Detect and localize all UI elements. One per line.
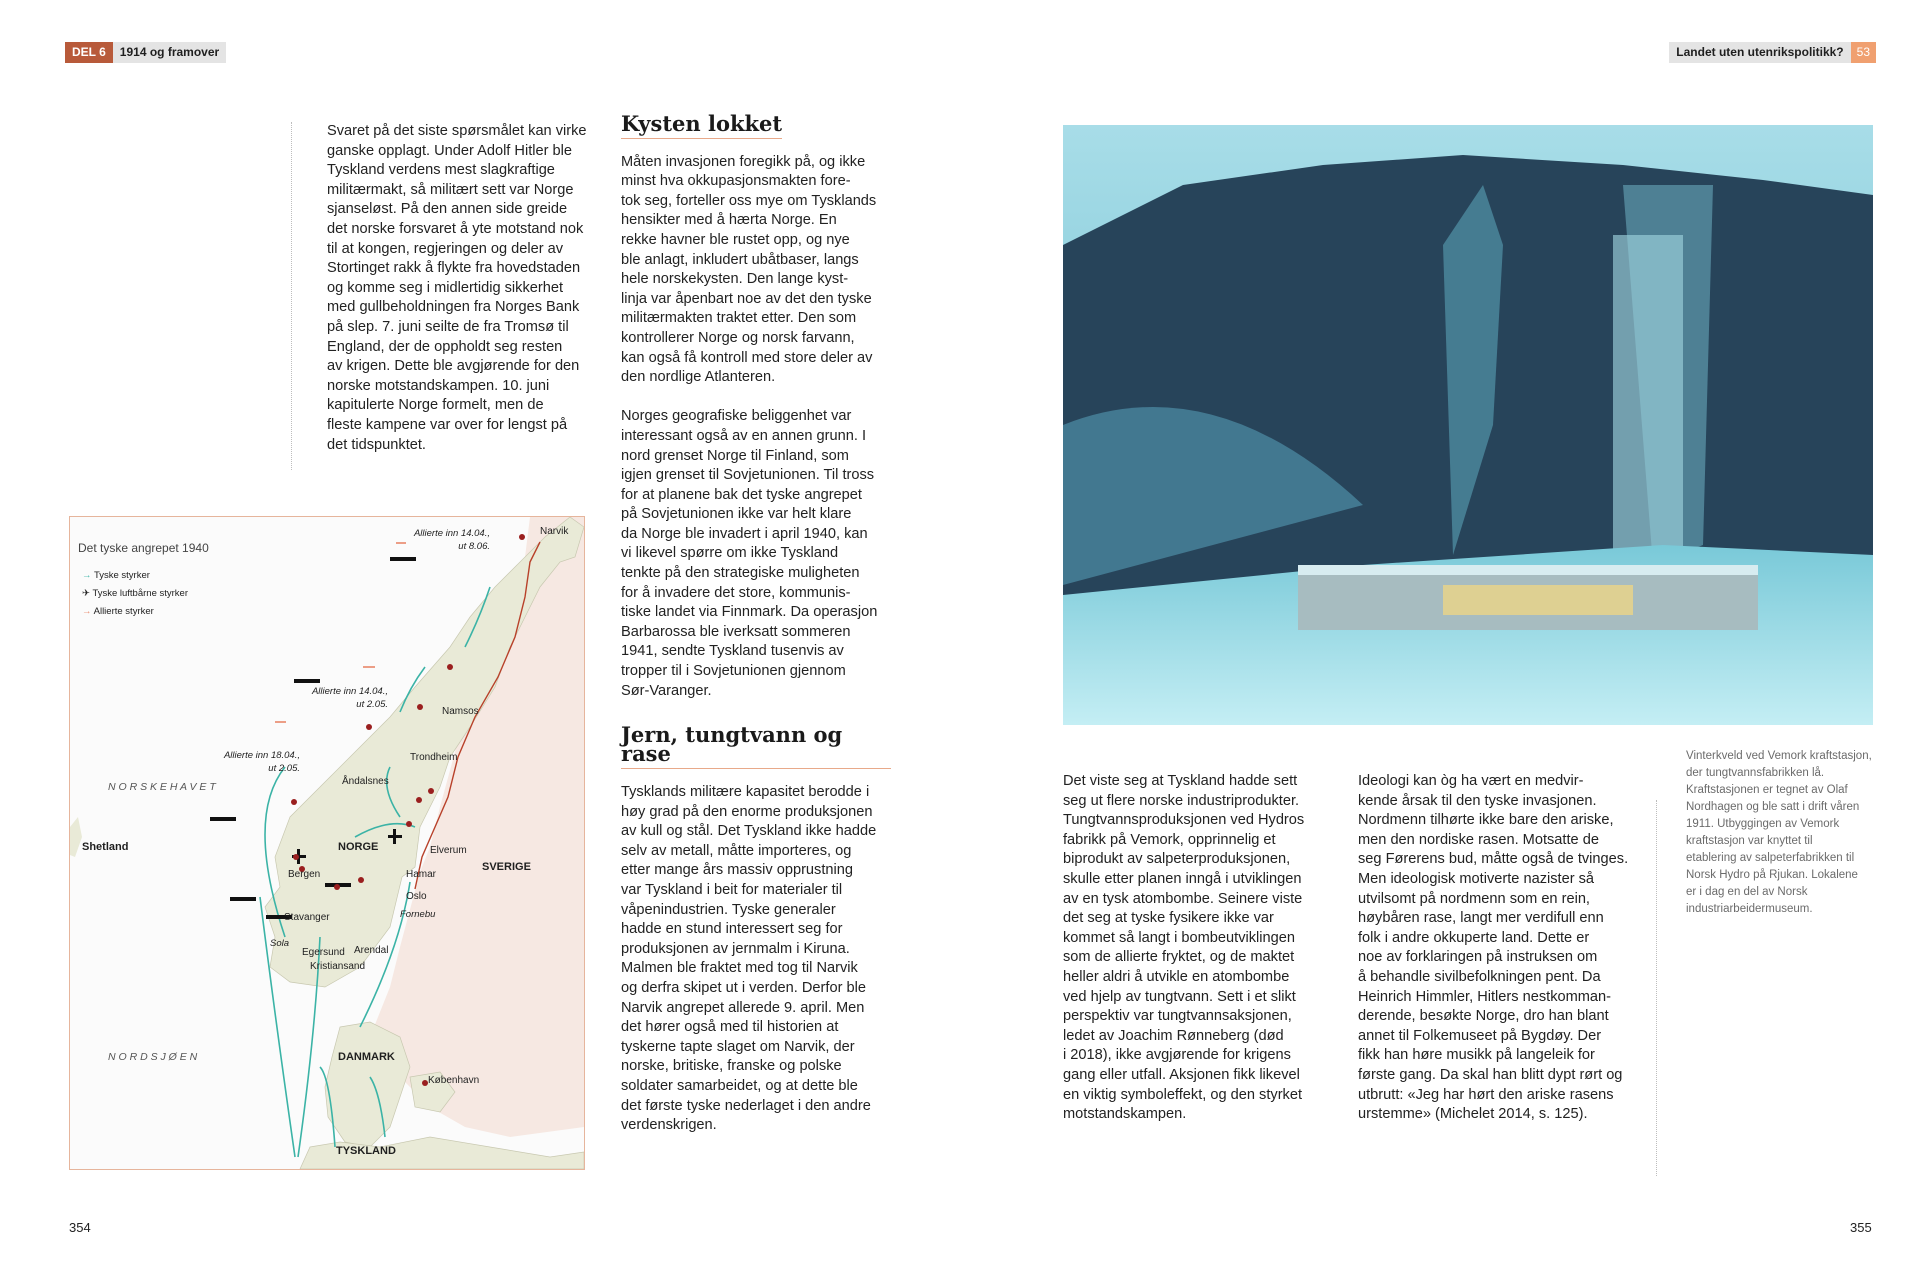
dot-andalsnes xyxy=(366,724,372,730)
part-badge xyxy=(65,42,226,63)
orange-arrow-icon: → xyxy=(82,606,92,617)
penstock-pipes xyxy=(1613,235,1683,555)
ship-icon xyxy=(230,897,256,901)
city-label-kobenhavn: København xyxy=(428,1075,480,1086)
lit-windows xyxy=(1443,585,1633,615)
chapter-badge xyxy=(1669,42,1876,63)
part-title: 1914 og framover xyxy=(113,42,226,63)
ship-icon xyxy=(390,557,416,561)
country-label-tyskland: TYSKLAND xyxy=(336,1145,396,1157)
city-label-trondheim: Trondheim xyxy=(410,752,458,763)
map-legend xyxy=(82,567,188,621)
city-label-sola: Sola xyxy=(270,938,290,949)
page-number-right: 355 xyxy=(1850,1220,1872,1235)
middle-column xyxy=(621,111,891,1155)
allied-note-narvik: Allierte inn 14.04., ut 8.06. xyxy=(413,528,490,552)
page-number-left: 354 xyxy=(69,1220,91,1235)
vemork-photo xyxy=(1063,125,1873,725)
legend-item-airborne: ✈ Tyske luftbårne styrker xyxy=(82,588,188,599)
city-label-namsos: Namsos xyxy=(442,706,479,717)
dot-stavanger xyxy=(293,854,299,860)
part-number: DEL 6 xyxy=(65,42,113,63)
dot-kristiansand xyxy=(334,884,340,890)
right-column-2 xyxy=(1358,772,1636,1144)
city-label-hamar: Hamar xyxy=(406,869,437,880)
right-paragraph-2: Ideologi kan òg ha vært en medvir- kende årsak til den tyske invasjonen. Nordmenn tilhørte ikke bare den ariske, men den nordiske rasen. Motsatte de seg Førerens bud, måtte også de tvinges. Men ideologisk motiverte nazister så utvilsomt på nordmenn som en rein, høybåren rase, langt mer verdifull enn folk i andre okkuperte land. Dette er noe av forklaringen på instruksen om å behandle sivilbefolkningen pent. Da Heinrich Himmler, Hitlers nestkomman- derende, besøkte Norge, dro han blant annet til Folkemuseet på Bygdøy. Der fikk han høre musikk på langeleik for første gang. Da skal han blitt dypt rørt og utbrutt: «Jeg har hørt den ariske rasens urstemme» (Michelet 2014, s. 125). xyxy=(1358,773,1629,1123)
country-label-shetland: Shetland xyxy=(82,841,129,853)
invasion-map xyxy=(69,516,585,1170)
ship-icon xyxy=(210,817,236,821)
sea-label-norskehavet: N O R S K E H A V E T xyxy=(108,781,216,793)
city-label-oslo: Oslo xyxy=(406,891,427,902)
vemork-photo-svg xyxy=(1063,125,1873,725)
caption-rule xyxy=(1656,800,1657,1176)
dot-elverum xyxy=(428,788,434,794)
right-paragraph-1: Det viste seg at Tyskland hadde sett seg ut flere norske industriprodukter. Tungtvannsproduksjonen ved Hydros fabrikk på Vemork, opprinnelig et biprodukt av salpeterproduksjonen, skulle etter planen inngå i utviklingen av en tysk atombombe. Seinere viste det seg at tyske fysikere ikke var kommet så langt i bombeutviklingen som de allierte fryktet, og de maktet heller aldri å utvikle en atombombe ved hjelp av tungtvann. Sett i et slikt perspektiv var tungtvannsaksjonen, ledet av Joachim Rønneberg (død i 2018), ikke avgjørende for krigens gang eller utfall. Aksjonen fikk likevel en viktig symboleffekt, og den styrket motstandskampen. xyxy=(1063,773,1305,1123)
legend-item-german: → Tyske styrker xyxy=(82,570,150,581)
dot-namsos xyxy=(447,664,453,670)
middle-paragraph-3: Tysklands militære kapasitet berodde i høy grad på den enorme produksjonen av kull og stål. Det Tyskland ikke hadde selv av metall, måtte importeres, og etter mange års massiv opprustning var Tyskland i beit for materialer til våpenindustrien. Tyske generaler hadde en stund interessert seg for produksjonen av jernmalm i Kiruna. Malmen ble fraktet med tog til Narvik og derfra skipet ut i verden. Derfor ble Narvik angrepet allerede 9. april. Men det hører også med til historien at tyskerne tapte slaget om Narvik, der norske, britiske, franske og polske soldater samarbeidet, og at dette ble det første tyske nederlaget i den andre verdenskrigen. xyxy=(621,784,877,1134)
city-label-andalsnes: Åndalsnes xyxy=(342,776,389,787)
dot-oslo xyxy=(406,821,412,827)
map-title: Det tyske angrepet 1940 xyxy=(78,541,209,555)
power-station-roof xyxy=(1298,565,1758,575)
dot-bergen xyxy=(291,799,297,805)
ship-icon xyxy=(294,679,320,683)
plane-icon: ✈ xyxy=(82,588,90,599)
legend-item-allied: → Allierte styrker xyxy=(82,606,154,617)
city-label-stavanger: Stavanger xyxy=(284,912,330,923)
heading-kysten-lokket: Kysten lokket xyxy=(621,114,782,139)
city-label-kristiansand: Kristiansand xyxy=(310,961,366,972)
middle-paragraph-2: Norges geografiske beliggenhet var interessant også av en annen grunn. I nord grenset Norge til Finland, som igjen grenset til Sovjetunionen. Til tross for at planene bak det tyske angrepet på Sovjetunionen ikke var helt klare da Norge ble invadert i april 1940, kan vi likevel spørre om ikke Tyskland tenkte på den strategiske muligheten for å invadere det store, kommunis- tiske landet via Finnmark. Da operasjon Barbarossa ble iverksatt sommeren 1941, sendte Tyskland tusenvis av tropper til i Sovjetunionen gjennom Sør-Varanger. xyxy=(621,408,878,699)
chapter-number: 53 xyxy=(1851,42,1876,63)
dot-hamar xyxy=(416,797,422,803)
sea-label-nordsjoen: N O R D S J Ø E N xyxy=(108,1051,198,1063)
dot-arendal xyxy=(358,877,364,883)
left-column xyxy=(327,122,597,475)
dot-narvik xyxy=(519,534,525,540)
city-label-narvik: Narvik xyxy=(540,526,569,537)
left-column-rule xyxy=(291,122,292,470)
photo-caption: Vinterkveld ved Vemork kraftstasjon, der tungtvannsfabrikken lå. Kraftstasjonen er tegnet av Olaf Nordhagen og ble satt i drift våren 1911. Utbyggingen av Vemork kraftstasjon var knyttet til etablering av salpeterfabrikken til Norsk Hydro på Rjukan. Lokalene er i dag en del av Norsk industriarbeidermuseum. xyxy=(1686,750,1872,915)
city-label-bergen: Bergen xyxy=(288,869,321,880)
city-label-arendal: Arendal xyxy=(354,945,389,956)
city-label-fornebu: Fornebu xyxy=(400,909,436,920)
city-label-elverum: Elverum xyxy=(430,845,467,856)
right-column-1 xyxy=(1063,772,1335,1144)
allied-note-namsos: Allierte inn 14.04., ut 2.05. xyxy=(311,686,388,710)
allied-note-andalsnes: Allierte inn 18.04., ut 2.05. xyxy=(223,750,300,774)
left-paragraph: Svaret på det siste spørsmålet kan virke ganske opplagt. Under Adolf Hitler ble Tyskland verdens mest slagkraftige militærmakt, så militært sett var Norge sjanseløst. På den annen side greide det norske forsvaret å yte motstand nok til at kongen, regjeringen og deler av Stortinget rakk å flykte fra hovedstaden og komme seg i midlertidig sikkerhet med gullbeholdningen fra Norges Bank på slep. 7. juni seilte de fra Tromsø til England, der de oppholdt seg resten av krigen. Dette ble avgjørende for den norske motstandskampen. 10. juni kapitulerte Norge formelt, men de fleste kampene var over for lengst på det tidspunktet. xyxy=(327,123,587,453)
heading-jern-tungtvann: Jern, tungtvann og rase xyxy=(621,725,891,769)
dot-trondheim xyxy=(417,704,423,710)
city-label-egersund: Egersund xyxy=(302,947,345,958)
teal-arrow-icon: → xyxy=(82,570,92,581)
country-label-norge: NORGE xyxy=(338,841,379,853)
country-label-danmark: DANMARK xyxy=(338,1051,395,1063)
chapter-title: Landet uten utenrikspolitikk? xyxy=(1669,42,1850,63)
country-label-sverige: SVERIGE xyxy=(482,861,531,873)
middle-paragraph-1: Måten invasjonen foregikk på, og ikke minst hva okkupasjonsmakten fore- tok seg, forteller oss mye om Tysklands hensikter med å hærta Norge. En rekke havner ble rustet opp, og nye ble anlagt, inkludert ubåtbaser, langs hele norskekysten. Den lange kyst- linja var åpenbart noe av det den tyske militærmakten traktet etter. Den som kontrollerer Norge og norsk farvann, kan også få kontroll med store deler av den nordlige Atlanteren. xyxy=(621,153,877,386)
